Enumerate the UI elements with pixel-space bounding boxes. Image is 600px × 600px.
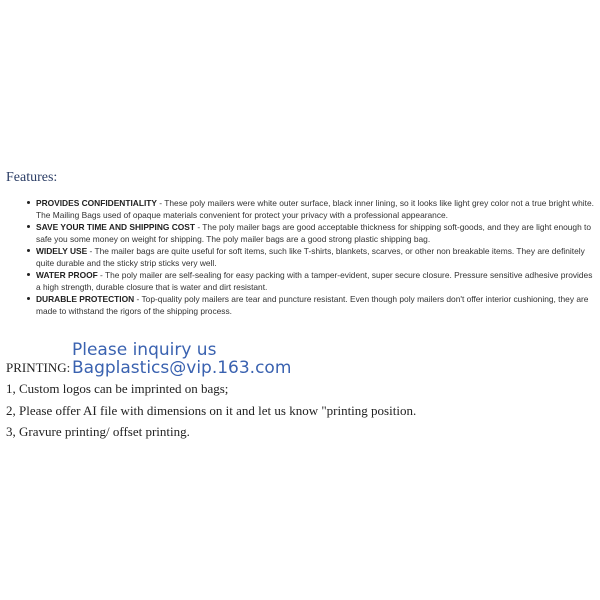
feature-description: - The poly mailer are self-sealing for easy packing with a tamper-evident, super secure closure. Pressure sensitive adhesive provides a high strength, durable closure that is water and dirt resistant.	[36, 270, 593, 292]
feature-item-widely-use	[8, 245, 594, 269]
feature-description: - These poly mailers were white outer surface, black inner lining, so it looks like light grey color not a true bright white. The Mailing Bags used of opaque materials convenient for protect your privacy with a professional appearance.	[36, 198, 594, 220]
bullet-icon	[27, 297, 30, 300]
feature-item-durable-protection	[8, 293, 594, 317]
feature-label: PROVIDES CONFIDENTIALITY	[36, 198, 157, 208]
feature-label: SAVE YOUR TIME AND SHIPPING COST	[36, 222, 195, 232]
feature-description: - Top-quality poly mailers are tear and puncture resistant. Even though poly mailers don't offer interior cushioning, they are made to withstand the rigors of the shipping process.	[36, 294, 589, 316]
bullet-icon	[27, 249, 30, 252]
feature-item-water-proof	[8, 269, 594, 293]
feature-description: - The mailer bags are quite useful for soft items, such like T-shirts, blankets, scarves, or other non breakable items. They are definitely quite durable and the sticky strip sticks very well.	[36, 246, 585, 268]
printing-label: PRINTING:	[6, 360, 71, 375]
contact-overlay-email: Bagplastics@vip.163.com	[72, 358, 292, 378]
feature-label: WATER PROOF	[36, 270, 98, 280]
bullet-icon	[27, 225, 30, 228]
contact-overlay-line1: Please inquiry us	[72, 340, 217, 360]
printing-note-2: 2, Please offer AI file with dimensions on it and let us know "printing position.	[6, 403, 417, 418]
feature-description: - The poly mailer bags are good acceptable thickness for shipping soft-goods, and they are light enough to safe you some money on weight for shipping. The poly mailer bags are a good strong plastic shipping bag.	[36, 222, 592, 244]
bullet-icon	[27, 273, 30, 276]
features-title: Features:	[6, 170, 58, 185]
feature-label: DURABLE PROTECTION	[36, 294, 135, 304]
feature-item-confidentiality	[8, 197, 594, 221]
printing-note-1: 1, Custom logos can be imprinted on bags;	[6, 381, 229, 396]
printing-note-3: 3, Gravure printing/ offset printing.	[6, 424, 190, 439]
feature-item-save-cost	[8, 221, 594, 245]
feature-list	[8, 197, 594, 317]
feature-label: WIDELY USE	[36, 246, 88, 256]
bullet-icon	[27, 201, 30, 204]
